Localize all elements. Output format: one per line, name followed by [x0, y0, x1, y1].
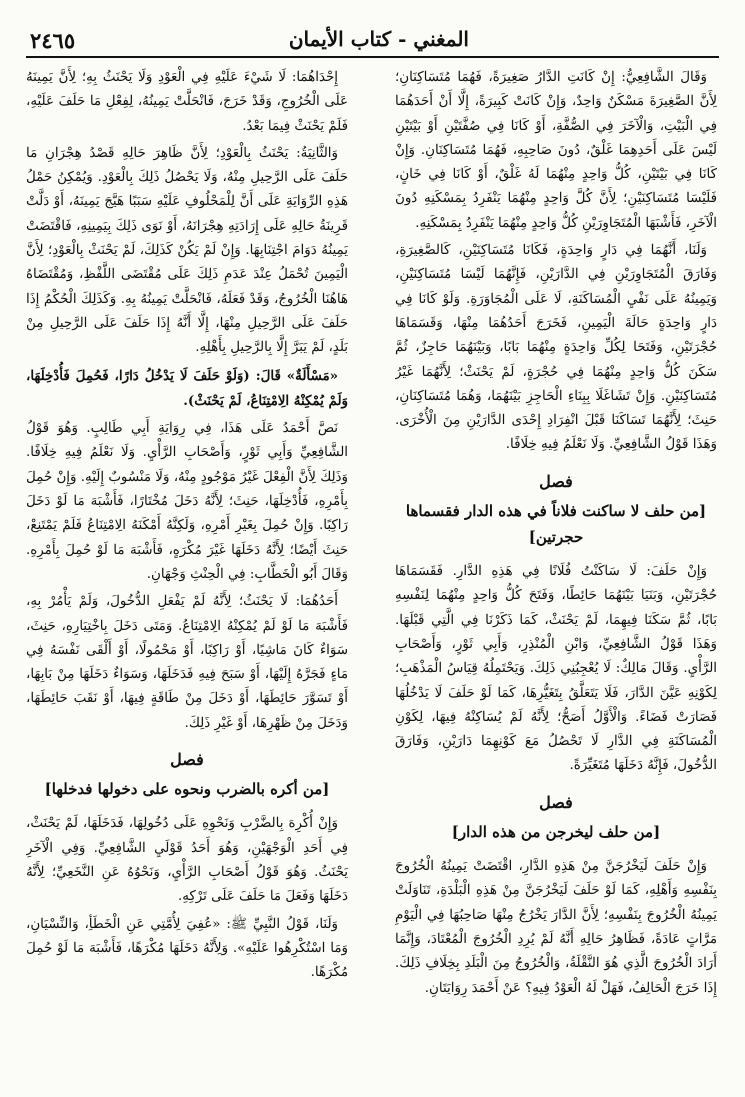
paragraph: وَقَالَ الشَّافِعِيُّ: إِنْ كَانَتِ الدَّارُ صَغِيرَةً، فَهُمَا مُتَسَاكِنَانِ؛ لِأَنَّ الصَّغِيرَةَ مَسْكَنٌ وَاحِدٌ، وَإِنْ كَانَتْ كَبِيرَةً، إِلَّا أَنْ أَحَدَهُمَا فِي الْبَيْتِ، وَالْآخَرَ فِي الصُّفَّةِ، أَوْ كَانَا فِي صُفَّتَيْنِ أَوْ بَيْتَيْنِ لَيْسَ عَلَى أَحَدِهِمَا غَلْقٌ، دُونَ صَاحِبِهِ، فَهُمَا مُتَسَاكِنَانِ. وَإِنْ كَانَا فِي بَيْتَيْنِ، كُلُّ وَاحِدٍ مِنْهُمَا لَهُ غَلْقٌ، أَوْ كَانَا فِي خَانٍ، فَلَيْسَا مُتَسَاكِنَيْنِ؛ لِأَنَّ كُلَّ وَاحِدٍ مِنْهُمَا يَنْفَرِدُ بِمَسْكَنِهِ دُونَ الْآخَرِ، فَأَشْبَهَا الْمُتَجَاوِرَيْنِ كُلُّ وَاحِدٍ مِنْهُمَا يَنْفَرِدُ بِمَسْكَنِهِ.: [395, 70, 717, 231]
page-number: ٢٤٦٥: [30, 28, 76, 53]
section-heading: فصل: [170, 750, 204, 770]
masala-label: «مَسْأَلَةٌ» قَالَ:: [255, 367, 339, 384]
paragraph: وَإِنْ حَلَفَ: لَا سَاكَنْتُ فُلَانًا فِي هَذِهِ الدَّارِ. فَقَسَمَاهَا حُجْرَتَيْنِ، وَبَنَيَا بَيْنَهُمَا حَائِطًا، وَفَتَحَ كُلُّ وَاحِدٍ مِنْهُمَا لِنَفْسِهِ بَابًا، ثُمَّ سَكَنَا فِيهِمَا، لَمْ يَحْنَثْ، كَمَا ذَكَرْنَا فِي الَّتِي قَبْلَهَا. وَهَذَا قَوْلُ الشَّافِعِيِّ، وَابْنِ الْمُنْذِرِ، وَأَبِي ثَوْرٍ، وَأَصْحَابِ الرَّأْيِ. وَقَالَ مَالِكٌ: لَا يُعْجِبُنِي ذَلِكَ. وَيَحْتَمِلُهُ قِيَاسُ الْمَذْهَبِ؛ لِكَوْنِهِ عَيَّنَ الدَّارَ، فَلَا يَتَعَلَّقُ بِتَغَيُّرِهَا، كَمَا لَوْ حَلَفَ لَا يَدْخُلُهَا فَصَارَتْ فَضَاءً. وَالْأَوَّلُ أَصَحُّ؛ لِأَنَّهُ لَمْ يُسَاكِنْهُ فِيهَا، لِكَوْنِ الْمُسَاكَنَةِ فِي الدَّارِ لَا تَحْصُلُ مَعَ كَوْنِهِمَا دَارَيْنِ، وَفَارَقَ الدُّخُولَ، فَإِنَّهُ دَخَلَهَا مُتَغَيِّرَةً.: [395, 564, 717, 774]
book-name: المغني: [413, 27, 469, 51]
paragraph: إِحْدَاهُمَا: لَا شَيْءَ عَلَيْهِ فِي الْعَوْدِ وَلَا يَحْنَثُ بِهِ؛ لِأَنَّ يَمِينَهُ عَلَى الْخُرُوجِ، وَقَدْ خَرَجَ، فَانْحَلَّتْ يَمِينُهُ، لِفِعْلِ مَا حَلَفَ عَلَيْهِ، فَلَمْ يَحْنَثْ فِيمَا بَعْدُ.: [26, 70, 348, 134]
section-subtitle: [من أكره بالضرب ونحوه على دخولها فدخلها]: [44, 780, 330, 799]
section-heading: فصل: [539, 792, 573, 812]
paragraph: وَلَنَا، أَنَّهُمَا فِي دَارٍ وَاحِدَةٍ، فَكَانَا مُتَسَاكِنَيْنِ، كَالصَّغِيرَةِ، وَفَارَقَ الْمُتَجَاوِرَيْنِ فِي الدَّارَيْنِ، فَإِنَّهُمَا لَيْسَا مُتَسَاكِنَيْنِ، وَيَمِينُهُ عَلَى نَفْيِ الْمُسَاكَنَةِ، لَا عَلَى الْمُجَاوَرَةِ. وَلَوْ كَانَا فِي دَارٍ وَاحِدَةٍ حَالَةَ الْيَمِينِ، فَخَرَجَ أَحَدُهُمَا مِنْهَا، وَقَسَمَاهَا حُجْرَتَيْنِ، وَفَتَحَا لِكُلِّ وَاحِدَةٍ مِنْهُمَا بَابًا، وَبَيْنَهُمَا حَاجِزٌ، ثُمَّ سَكَنَ كُلُّ وَاحِدٍ مِنْهُمَا فِي حُجْرَةٍ، لَمْ يَحْنَثْ؛ لِأَنَّهُمَا غَيْرُ مُتَسَاكِنَيْنِ. وَإِنْ تَشَاغَلَا بِبِنَاءِ الْحَاجِزِ بَيْنَهُمَا، وَهُمَا مُتَسَاكِنَانِ، حَنِثَ؛ لِأَنَّهُمَا تَسَاكَنَا قَبْلَ انْفِرَادِ إِحْدَى الدَّارَيْنِ مِنَ الْأُخْرَى. وَهَذَا قَوْلُ الشَّافِعِيِّ. وَلَا نَعْلَمُ فِيهِ خِلَافًا.: [395, 243, 717, 453]
running-title: [289, 27, 469, 51]
paragraph: أَحَدُهُمَا: لَا يَحْنَثُ؛ لِأَنَّهُ لَمْ يَفْعَلِ الدُّخُولَ، وَلَمْ يَأْمُرْ بِهِ، فَأَشْبَهَ مَا لَوْ لَمْ يُمْكِنْهُ الِامْتِنَاعُ. وَمَتَى دَخَلَ بِاخْتِيَارِهِ، حَنِثَ، سَوَاءٌ كَانَ مَاشِيًا، أَوْ رَاكِبًا، أَوْ مَحْمُولًا، أَوْ أَلْقَى نَفْسَهُ فِي مَاءٍ فَجَرَّهُ إِلَيْهَا، أَوْ سَبَحَ فِيهِ فَدَخَلَهَا، وَسَوَاءٌ دَخَلَهَا مِنْ بَابِهَا، أَوْ تَسَوَّرَ حَائِطَهَا، أَوْ دَخَلَ مِنْ طَاقَةٍ فِيهَا، أَوْ نَقَبَ حَائِطَهَا، وَدَخَلَ مِنْ ظَهْرِهَا، أَوْ غَيْرِ ذَلِكَ.: [26, 594, 348, 731]
section-subtitle: [من حلف ليخرجن من هذه الدار]: [451, 823, 661, 842]
masala-paragraph: [26, 364, 348, 415]
chapter-name: كتاب الأيمان: [288, 27, 392, 51]
section-subtitle: [من حلف لا ساكنت فلاناً في هذه الدار فقسماها حجرتين]: [405, 502, 707, 547]
right-column: [395, 66, 717, 1087]
title-separator: -: [391, 27, 414, 51]
left-column: [26, 66, 348, 1087]
paragraph: وَإِنْ أُكْرِهَ بِالضَّرْبِ وَنَحْوِهِ عَلَى دُخُولِهَا، فَدَخَلَهَا، لَمْ يَحْنَثْ، فِي أَحَدِ الْوَجْهَيْنِ، وَهُوَ أَحَدُ قَوْلَيِ الشَّافِعِيِّ. وَفِي الْآخَرِ يَحْنَثُ. وَهُوَ قَوْلُ أَصْحَابِ الرَّأْيِ، وَنَحْوُهُ عَنِ النَّخَعِيِّ؛ لِأَنَّهُ دَخَلَهَا وَفَعَلَ مَا حَلَفَ عَلَى تَرْكِهِ.: [26, 816, 348, 905]
paragraph: وَإِنْ حَلَفَ لَيَخْرُجَنَّ مِنْ هَذِهِ الدَّارِ، اقْتَضَتْ يَمِينُهُ الْخُرُوجَ بِنَفْسِهِ وَأَهْلِهِ، كَمَا لَوْ حَلَفَ لَيَخْرُجَنَّ مِنْ هَذِهِ الْبَلْدَةِ، تَنَاوَلَتْ يَمِينُهُ الْخُرُوجَ بِنَفْسِهِ؛ لِأَنَّ الدَّارَ يَخْرُجُ مِنْهَا صَاحِبُهَا فِي الْيَوْمِ مَرَّاتٍ عَادَةً، فَظَاهِرُ حَالِهِ أَنَّهُ لَمْ يُرِدِ الْخُرُوجَ الْمُعْتَادَ، وَإِنَّمَا أَرَادَ الْخُرُوجَ الَّذِي هُوَ النَّقْلَةُ، وَالْخُرُوجُ مِنَ الْبَلَدِ بِخِلَافِ ذَلِكَ. إِذَا خَرَجَ الْحَالِفُ، فَهَلْ لَهُ الْعَوْدُ فِيهِ؟ عَنْ أَحْمَدَ رِوَايَتَانِ.: [395, 859, 717, 996]
paragraph: وَلَنَا، قَوْلُ النَّبِيِّ ﷺ: «عُفِيَ لِأُمَّتِي عَنِ الْخَطَأِ، وَالنِّسْيَانِ، وَمَا اسْتُكْرِهُوا عَلَيْهِ». وَلِأَنَّهُ دَخَلَهَا مُكْرَهًا، فَأَشْبَهَ مَا لَوْ حُمِلَ مُكْرَهًا.: [26, 916, 348, 981]
paragraph: وَالثَّانِيَةُ: يَحْنَثُ بِالْعَوْدِ؛ لِأَنَّ ظَاهِرَ حَالِهِ قَصْدُ هِجْرَانِ مَا حَلَفَ عَلَى الرَّحِيلِ مِنْهُ، وَلَا يَحْصُلُ ذَلِكَ بِالْعَوْدِ. وَيُمْكِنُ حَمْلُ هَذِهِ الرِّوَايَةِ عَلَى أَنَّ لِلْمَحْلُوفِ عَلَيْهِ سَبَبًا هَيَّجَ يَمِينَهُ، أَوْ دَلَّتْ قَرِينَةُ حَالِهِ عَلَى إِرَادَتِهِ هِجْرَانَهُ، أَوْ نَوَى ذَلِكَ بِيَمِينِهِ، فَاقْتَضَتْ يَمِينُهُ دَوَامَ اجْتِنَابِهَا. وَإِنْ لَمْ يَكُنْ كَذَلِكَ، لَمْ يَحْنَثْ بِالْعَوْدِ؛ لِأَنَّ الْيَمِينَ تُحْمَلُ عِنْدَ عَدَمِ ذَلِكَ عَلَى مُقْتَضَى اللَّفْظِ، وَمُقْتَضَاهُ هَاهُنَا الْخُرُوجُ، وَقَدْ فَعَلَهُ، فَانْحَلَّتْ يَمِينُهُ بِهِ. وَكَذَلِكَ الْحُكْمُ إِذَا حَلَفَ عَلَى الرَّحِيلِ مِنْهَا، إِلَّا أَنَّهُ إِذَا حَلَفَ عَلَى الرَّحِيلِ مِنْ بَلَدٍ، لَمْ يَبَرَّ إِلَّا بِالرَّحِيلِ بِأَهْلِهِ.: [26, 145, 348, 356]
section-heading: فصل: [539, 471, 573, 491]
page-header: [26, 26, 719, 58]
masala-text: (وَلَوْ حَلَفَ لَا يَدْخُلُ دَارًا، فَحُمِلَ فَأُدْخِلَهَا، وَلَمْ يُمْكِنْهُ الِامْتِنَاعُ، لَمْ يَحْنَثْ).: [26, 367, 348, 409]
paragraph: نَصَّ أَحْمَدُ عَلَى هَذَا، فِي رِوَايَةِ أَبِي طَالِبٍ. وَهُوَ قَوْلُ الشَّافِعِيِّ وَأَبِي ثَوْرٍ، وَأَصْحَابِ الرَّأْيِ. وَلَا نَعْلَمُ فِيهِ خِلَافًا. وَذَلِكَ لِأَنَّ الْفِعْلَ غَيْرُ مَوْجُودٍ مِنْهُ، وَلَا مَنْسُوبٌ إِلَيْهِ. وَإِنْ حُمِلَ بِأَمْرِهِ، فَأُدْخِلَهَا، حَنِثَ؛ لِأَنَّهُ دَخَلَ مُخْتَارًا، فَأَشْبَهَ مَا لَوْ دَخَلَ رَاكِبًا. وَإِنْ حُمِلَ بِغَيْرِ أَمْرِهِ، وَلَكِنَّهُ أَمْكَنَهُ الِامْتِنَاعُ فَلَمْ يَمْتَنِعْ، حَنِثَ أَيْضًا؛ لِأَنَّهُ دَخَلَهَا غَيْرَ مُكْرَهٍ، فَأَشْبَهَ مَا لَوْ حُمِلَ بِأَمْرِهِ. وَقَالَ أَبُو الْخَطَّابِ: فِي الْحِنْثِ وَجْهَانِ.: [26, 421, 348, 582]
text-columns: [26, 66, 717, 1087]
